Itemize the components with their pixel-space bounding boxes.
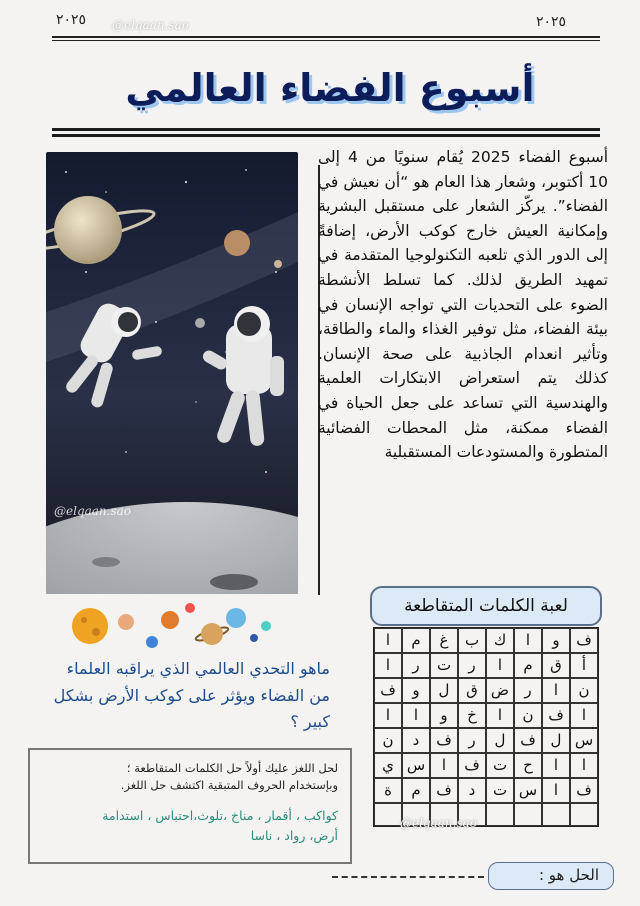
photo-watermark: @elqaan.sao (54, 504, 132, 518)
crossword-cell[interactable]: ح (514, 753, 542, 778)
crossword-cell[interactable]: خ (458, 703, 486, 728)
crossword-cell[interactable]: ق (542, 653, 570, 678)
crossword-cell[interactable]: م (514, 653, 542, 678)
crossword-cell[interactable]: ا (486, 703, 514, 728)
crossword-cell[interactable]: ا (570, 703, 598, 728)
crossword-cell[interactable]: ر (458, 728, 486, 753)
crossword-cell[interactable] (374, 803, 402, 826)
crossword-cell[interactable]: ك (486, 628, 514, 653)
crossword-cell[interactable]: ل (486, 728, 514, 753)
crossword-cell[interactable]: و (402, 678, 430, 703)
space-illustration (46, 152, 298, 594)
crossword-cell[interactable]: ف (570, 628, 598, 653)
crossword-cell[interactable]: س (514, 778, 542, 803)
title-rule (52, 128, 600, 131)
instructions-line-2: وبإستخدام الحروف المتبقية اكتشف حل اللغز. (120, 778, 338, 792)
crossword-cell[interactable]: ر (458, 653, 486, 678)
crossword-cell[interactable]: س (402, 753, 430, 778)
crossword-cell[interactable]: ا (486, 653, 514, 678)
crossword-cell[interactable]: ن (514, 703, 542, 728)
word-list-1: كواكب ، أقمار ، مناخ ،تلوث،احتباس ، استدامة (102, 808, 338, 823)
crossword-cell[interactable]: ت (486, 778, 514, 803)
astronauts-photo (46, 152, 298, 594)
crossword-cell[interactable]: ض (486, 678, 514, 703)
header-watermark: @elqaan.sao (112, 18, 190, 32)
crossword-cell[interactable]: ا (542, 678, 570, 703)
crossword-cell[interactable]: ف (374, 678, 402, 703)
crossword-cell[interactable]: ر (402, 653, 430, 678)
crossword-cell[interactable]: أ (570, 653, 598, 678)
solution-label: الحل هو : (488, 862, 614, 890)
year-left: ٢٠٢٥ (56, 12, 87, 28)
instructions-box (28, 748, 352, 864)
crossword-cell[interactable]: ل (430, 678, 458, 703)
riddle-question: ماهو التحدي العالمي الذي يراقبه العلماء من الفضاء ويؤثر على كوكب الأرض بشكل كبير ؟ (53, 659, 330, 731)
article-text: أسبوع الفضاء 2025 يُقام سنويًا من 4 إلى 10 أكتوبر، وشعار هذا العام هو “أن نعيش في الفضاء”. يركّز الشعار على مستقبل البشرية وإمكانية العيش خارج كوكب الأرض، إضافةً إلى الدور الذي تلعبه التكنولوجيا المتقدمة في تمهيد الطريق لذلك. كما تسلط الأنشطة الضوء على التحديات التي تواجه الإنسان في بيئة الفضاء، مثل توفير الغذاء والماء والطاقة، وتأثير انعدام الجاذبية على صحة الإنسان. كذلك يتم استعراض الابتكارات العلمية والهندسية التي تساعد على جعل الحياة في الفضاء ممكنة، مثل المحطات الفضائية المتطورة والمستودعات المستقبلية (318, 148, 608, 462)
crossword-cell[interactable]: ت (486, 753, 514, 778)
instructions-line-1: لحل اللغز عليك أولاً حل الكلمات المتقاطعة ؛ (126, 761, 338, 775)
crossword-cell[interactable]: ل (542, 728, 570, 753)
crossword-cell[interactable]: ف (458, 753, 486, 778)
crossword-cell[interactable]: ف (430, 778, 458, 803)
crossword-cell[interactable]: و (430, 703, 458, 728)
crossword-cell[interactable]: ف (514, 728, 542, 753)
crossword-cell[interactable]: ا (514, 628, 542, 653)
year-right: ٢٠٢٥ (536, 14, 567, 30)
crossword-cell[interactable]: ف (570, 778, 598, 803)
crossword-cell[interactable]: ف (542, 703, 570, 728)
crossword-cell[interactable]: و (542, 628, 570, 653)
crossword-cell[interactable]: م (402, 628, 430, 653)
crossword-cell[interactable]: ن (374, 728, 402, 753)
crossword-cell[interactable] (486, 803, 514, 826)
crossword-cell[interactable] (514, 803, 542, 826)
crossword-cell[interactable]: م (402, 778, 430, 803)
top-rule-thin (52, 40, 600, 41)
crossword-cell[interactable]: ر (514, 678, 542, 703)
word-list-2: أرض، رواد ، ناسا (250, 828, 338, 843)
crossword-cell[interactable] (570, 803, 598, 826)
crossword-cell[interactable]: ن (570, 678, 598, 703)
crossword-cell[interactable]: ا (374, 653, 402, 678)
crossword-grid[interactable] (373, 627, 599, 827)
page-title: أسبوع الفضاء العالمي (125, 66, 535, 110)
crossword-cell[interactable]: د (458, 778, 486, 803)
crossword-cell[interactable]: ة (374, 778, 402, 803)
crossword-cell[interactable]: د (402, 728, 430, 753)
answer-line[interactable] (332, 876, 484, 878)
crossword-cell[interactable]: ا (570, 753, 598, 778)
crossword-cell[interactable]: ا (542, 753, 570, 778)
crossword-cell[interactable]: س (570, 728, 598, 753)
planets-icon (66, 600, 276, 656)
crossword-cell[interactable]: ف (430, 728, 458, 753)
crossword-cell[interactable]: ا (374, 703, 402, 728)
crossword-cell[interactable]: ا (402, 703, 430, 728)
crossword-cell[interactable]: ي (374, 753, 402, 778)
crossword-cell[interactable]: ق (458, 678, 486, 703)
crossword-cell[interactable]: ا (430, 753, 458, 778)
crossword-cell[interactable]: ب (458, 628, 486, 653)
crossword-cell[interactable]: ت (430, 653, 458, 678)
top-rule (52, 36, 600, 38)
crossword-cell[interactable]: ا (542, 778, 570, 803)
crossword-cell[interactable]: ا (374, 628, 402, 653)
title-rule-second (52, 134, 600, 137)
crossword-watermark: @elqaan.sao (400, 816, 478, 830)
crossword-cell[interactable] (542, 803, 570, 826)
crossword-cell[interactable]: غ (430, 628, 458, 653)
crossword-title: لعبة الكلمات المتقاطعة (370, 586, 602, 626)
